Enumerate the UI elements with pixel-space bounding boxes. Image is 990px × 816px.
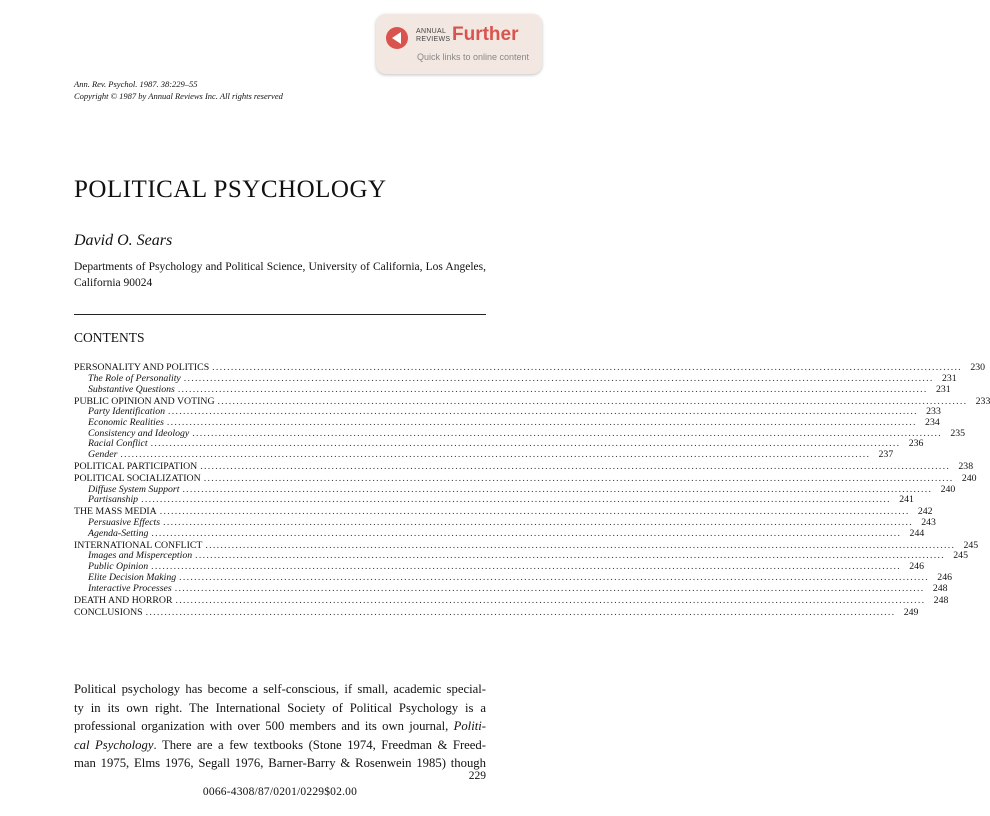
toc-entry-page: 242 — [917, 506, 933, 518]
citation — [74, 78, 283, 102]
toc-entry-page: 248 — [932, 582, 948, 594]
toc-entry-label: THE MASS MEDIA — [74, 506, 157, 518]
reviews-text: REVIEWS — [416, 36, 451, 43]
toc-leader-dots: ........................................................................................................................................................................................................ — [159, 506, 910, 518]
toc-leader-dots: ........................................................................................................................................................................................................ — [120, 449, 871, 461]
further-label: Further — [452, 24, 519, 45]
body-paragraph — [74, 680, 486, 773]
toc-entry[interactable] — [74, 383, 951, 396]
toc-entry-page: 236 — [908, 438, 924, 450]
article-title: POLITICAL PSYCHOLOGY — [74, 176, 387, 203]
toc-leader-dots: ........................................................................................................................................................................................................ — [151, 561, 901, 573]
toc-entry-label: Racial Conflict — [88, 438, 148, 450]
toc-entry-page: 238 — [958, 461, 974, 473]
toc-entry-page: 246 — [909, 561, 924, 573]
toc-entry-label: PUBLIC OPINION AND VOTING — [74, 395, 215, 407]
toc-leader-dots: ........................................................................................................................................................................................................ — [177, 383, 928, 395]
toc-entry-page: 231 — [935, 383, 951, 395]
toc-leader-dots: ........................................................................................................................................................................................................ — [174, 582, 925, 594]
toc-leader-dots: ........................................................................................................................................................................................................ — [195, 550, 945, 562]
copyright-line: Copyright © 1987 by Annual Reviews Inc. All rights reserved — [74, 91, 283, 101]
toc-entry-label: Public Opinion — [88, 561, 149, 573]
toc-leader-dots: ........................................................................................................................................................................................................ — [183, 372, 934, 384]
toc-leader-dots: ........................................................................................................................................................................................................ — [203, 473, 954, 485]
toc-entry[interactable] — [74, 571, 952, 584]
toc-entry-page: 237 — [878, 449, 894, 461]
toc-leader-dots: ........................................................................................................................................................................................................ — [182, 483, 933, 495]
toc-entry-page: 246 — [937, 571, 952, 583]
table-of-contents — [74, 362, 990, 618]
annual-reviews-logo-icon — [386, 27, 408, 49]
toc-entry-page: 234 — [925, 417, 940, 429]
toc-entry-label: Images and Misperception — [88, 550, 193, 562]
toc-entry-page: 240 — [961, 473, 977, 485]
toc-entry-page: 245 — [953, 550, 968, 562]
toc-entry-label: Agenda-Setting — [88, 527, 149, 539]
body-line: professional organization with over 500 members and its own journal, Politi- — [74, 719, 486, 734]
toc-entry-label: Elite Decision Making — [88, 571, 177, 583]
body-line: cal Psychology. There are a few textbooks (Stone 1974, Freedman & Freed- — [74, 737, 486, 752]
toc-entry[interactable] — [74, 461, 974, 473]
toc-entry-page: 230 — [970, 362, 986, 374]
annual-text: ANNUAL — [416, 28, 447, 35]
toc-entry[interactable] — [74, 606, 919, 619]
toc-leader-dots: ........................................................................................................................................................................................................ — [205, 539, 956, 551]
toc-entry-label: Gender — [88, 449, 118, 461]
document-code: 0066-4308/87/0201/0229$02.00 — [202, 786, 358, 798]
toc-entry-page: 233 — [926, 406, 941, 418]
toc-entry-label: POLITICAL SOCIALIZATION — [74, 473, 201, 485]
toc-entry-label: Interactive Processes — [88, 582, 172, 594]
toc-leader-dots: ........................................................................................................................................................................................................ — [179, 571, 929, 583]
toc-entry-page: 249 — [903, 606, 919, 618]
toc-entry-page: 231 — [941, 372, 957, 384]
toc-entry-label: CONCLUSIONS — [74, 606, 143, 618]
toc-entry-label: Partisanship — [88, 494, 139, 506]
toc-entry-label: Party Identification — [88, 406, 165, 418]
toc-leader-dots: ........................................................................................................................................................................................................ — [168, 406, 918, 418]
toc-entry[interactable] — [74, 594, 949, 607]
affiliation: Departments of Psychology and Political Science, University of California, Los Angeles, California 90024 — [74, 261, 486, 289]
toc-entry-label: INTERNATIONAL CONFLICT — [74, 539, 203, 551]
toc-entry-page: 245 — [963, 539, 979, 551]
contents-heading: CONTENTS — [74, 330, 145, 345]
toc-leader-dots: ........................................................................................................................................................................................................ — [217, 395, 968, 407]
further-subtitle: Quick links to online content — [417, 52, 530, 62]
toc-entry-page: 248 — [933, 594, 949, 606]
toc-leader-dots: ........................................................................................................................................................................................................ — [141, 494, 891, 506]
divider — [74, 314, 486, 315]
toc-leader-dots: ........................................................................................................................................................................................................ — [150, 438, 901, 450]
toc-leader-dots: ........................................................................................................................................................................................................ — [145, 606, 896, 618]
toc-entry-page: 233 — [975, 395, 990, 407]
toc-entry-label: Consistency and Ideology — [88, 427, 190, 439]
toc-entry-label: The Role of Personality — [88, 372, 181, 384]
toc-entry-label: DEATH AND HORROR — [74, 594, 173, 606]
toc-entry-label: PERSONALITY AND POLITICS — [74, 362, 210, 374]
body-line: Political psychology has become a self-conscious, if small, academic special- — [74, 682, 486, 696]
toc-entry-page: 241 — [899, 494, 914, 506]
toc-entry[interactable] — [74, 449, 894, 461]
toc-entry-label: Persuasive Effects — [88, 517, 161, 529]
toc-entry-label: Diffuse System Support — [88, 483, 180, 495]
toc-entry-label: Economic Realities — [88, 417, 164, 429]
toc-leader-dots: ........................................................................................................................................................................................................ — [200, 461, 951, 473]
author-name: David O. Sears — [74, 232, 173, 249]
toc-leader-dots: ........................................................................................................................................................................................................ — [151, 527, 902, 539]
further-links-badge[interactable] — [376, 14, 542, 74]
toc-entry-label: POLITICAL PARTICIPATION — [74, 461, 198, 473]
page-number: 229 — [468, 770, 486, 782]
toc-entry[interactable] — [74, 494, 914, 506]
toc-entry[interactable] — [74, 582, 948, 595]
toc-leader-dots: ........................................................................................................................................................................................................ — [212, 362, 963, 374]
toc-entry-page: 240 — [940, 483, 956, 495]
annual-reviews-wordmark — [416, 28, 450, 44]
toc-entry-page: 235 — [950, 427, 966, 439]
citation-line: Ann. Rev. Psychol. 1987. 38:229–55 — [74, 79, 198, 89]
toc-leader-dots: ........................................................................................................................................................................................................ — [163, 517, 913, 529]
toc-entry[interactable] — [74, 527, 925, 540]
body-line: man 1975, Elms 1976, Segall 1976, Barner-Barry & Rosenwein 1985) though — [74, 756, 486, 771]
toc-leader-dots: ........................................................................................................................................................................................................ — [175, 594, 926, 606]
toc-leader-dots: ........................................................................................................................................................................................................ — [192, 427, 943, 439]
toc-leader-dots: ........................................................................................................................................................................................................ — [166, 417, 917, 429]
toc-entry-label: Substantive Questions — [88, 383, 175, 395]
body-line: ty in its own right. The International Society of Political Psychology is a — [74, 700, 486, 715]
toc-entry-page: 244 — [909, 527, 925, 539]
toc-entry-page: 243 — [921, 517, 936, 529]
